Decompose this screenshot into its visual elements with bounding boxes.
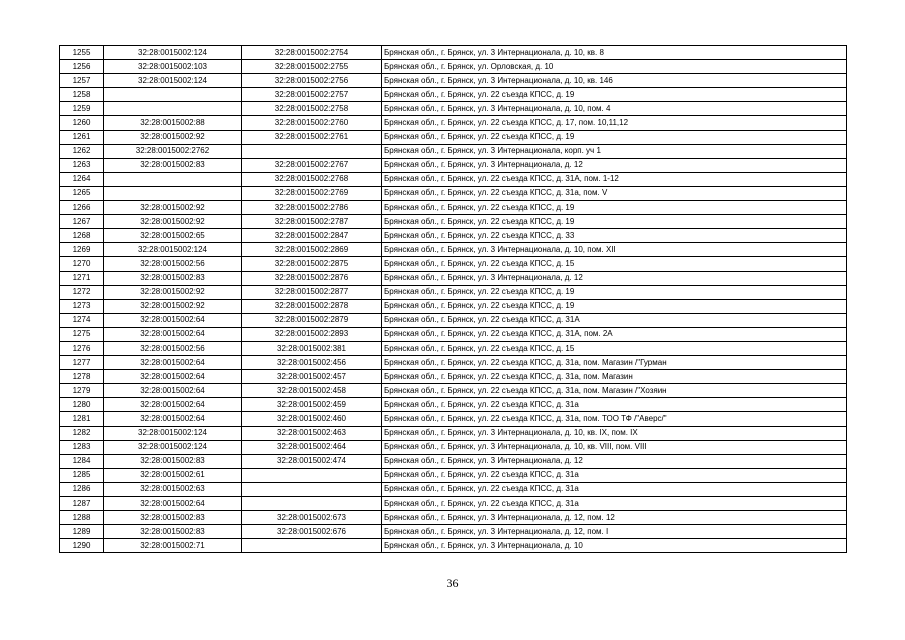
cadastral-number-cell: 32:28:0015002:83 [104, 525, 242, 539]
table-row [60, 46, 847, 60]
table-row [60, 440, 847, 454]
row-number-cell: 1285 [60, 468, 104, 482]
table-row [60, 313, 847, 327]
object-cadastral-number-cell [242, 144, 382, 158]
row-number-cell: 1256 [60, 60, 104, 74]
row-number-cell: 1270 [60, 257, 104, 271]
object-cadastral-number-cell [242, 482, 382, 496]
row-number-cell: 1262 [60, 144, 104, 158]
table-row [60, 271, 847, 285]
row-number-cell: 1273 [60, 299, 104, 313]
table-row [60, 243, 847, 257]
cadastral-number-cell: 32:28:0015002:64 [104, 370, 242, 384]
row-number-cell: 1260 [60, 116, 104, 130]
address-cell: Брянская обл., г. Брянск, ул. 22 съезда КПСС, д. 31а [382, 497, 847, 511]
row-number-cell: 1275 [60, 327, 104, 341]
address-cell: Брянская обл., г. Брянск, ул. 22 съезда КПСС, д. 31А [382, 313, 847, 327]
table-row [60, 525, 847, 539]
address-cell: Брянская обл., г. Брянск, ул. 3 Интернационала, д. 10, пом. XII [382, 243, 847, 257]
row-number-cell: 1282 [60, 426, 104, 440]
cadastral-number-cell: 32:28:0015002:83 [104, 271, 242, 285]
table-row [60, 116, 847, 130]
table-row [60, 257, 847, 271]
address-cell: Брянская обл., г. Брянск, ул. 3 Интернационала, корп. уч 1 [382, 144, 847, 158]
row-number-cell: 1272 [60, 285, 104, 299]
address-cell: Брянская обл., г. Брянск, ул. 3 Интернационала, д. 12 [382, 271, 847, 285]
object-cadastral-number-cell: 32:28:0015002:673 [242, 511, 382, 525]
row-number-cell: 1274 [60, 313, 104, 327]
object-cadastral-number-cell: 32:28:0015002:456 [242, 356, 382, 370]
object-cadastral-number-cell [242, 539, 382, 553]
page-number: 36 [446, 576, 459, 590]
table-row [60, 426, 847, 440]
row-number-cell: 1255 [60, 46, 104, 60]
row-number-cell: 1286 [60, 482, 104, 496]
row-number-cell: 1257 [60, 74, 104, 88]
address-cell: Брянская обл., г. Брянск, ул. 22 съезда КПСС, д. 19 [382, 130, 847, 144]
row-number-cell: 1271 [60, 271, 104, 285]
object-cadastral-number-cell: 32:28:0015002:2875 [242, 257, 382, 271]
address-cell: Брянская обл., г. Брянск, ул. 22 съезда КПСС, д. 19 [382, 88, 847, 102]
cadastral-number-cell: 32:28:0015002:83 [104, 454, 242, 468]
address-cell: Брянская обл., г. Брянск, ул. 22 съезда КПСС, д. 31А, пом. 1-12 [382, 172, 847, 186]
address-cell: Брянская обл., г. Брянск, ул. 22 съезда КПСС, д. 19 [382, 201, 847, 215]
address-cell: Брянская обл., г. Брянск, ул. 22 съезда КПСС, д. 19 [382, 215, 847, 229]
object-cadastral-number-cell: 32:28:0015002:460 [242, 412, 382, 426]
table-row [60, 102, 847, 116]
row-number-cell: 1281 [60, 412, 104, 426]
address-cell: Брянская обл., г. Брянск, ул. 3 Интернационала, д. 12, пом. I [382, 525, 847, 539]
object-cadastral-number-cell: 32:28:0015002:2878 [242, 299, 382, 313]
object-cadastral-number-cell: 32:28:0015002:381 [242, 341, 382, 355]
cadastral-number-cell [104, 186, 242, 200]
object-cadastral-number-cell: 32:28:0015002:459 [242, 398, 382, 412]
table-row [60, 356, 847, 370]
cadastral-number-cell: 32:28:0015002:92 [104, 130, 242, 144]
object-cadastral-number-cell: 32:28:0015002:457 [242, 370, 382, 384]
address-cell: Брянская обл., г. Брянск, ул. 22 съезда КПСС, д. 31а, пом. Магазин /"Хозяин [382, 384, 847, 398]
row-number-cell: 1269 [60, 243, 104, 257]
object-cadastral-number-cell: 32:28:0015002:463 [242, 426, 382, 440]
cadastral-number-cell [104, 88, 242, 102]
object-cadastral-number-cell: 32:28:0015002:2761 [242, 130, 382, 144]
address-cell: Брянская обл., г. Брянск, ул. 22 съезда КПСС, д. 31а, пом. Магазин [382, 370, 847, 384]
row-number-cell: 1267 [60, 215, 104, 229]
cadastral-number-cell: 32:28:0015002:64 [104, 313, 242, 327]
address-cell: Брянская обл., г. Брянск, ул. 3 Интернационала, д. 10, кв. 8 [382, 46, 847, 60]
cadastral-number-cell: 32:28:0015002:56 [104, 257, 242, 271]
table-row [60, 327, 847, 341]
address-cell: Брянская обл., г. Брянск, ул. 22 съезда КПСС, д. 31а, пом. ТОО ТФ /"Аверс/" [382, 412, 847, 426]
table-row [60, 299, 847, 313]
address-cell: Брянская обл., г. Брянск, ул. Орловская, д. 10 [382, 60, 847, 74]
cadastral-number-cell: 32:28:0015002:64 [104, 412, 242, 426]
table-row [60, 144, 847, 158]
table-row [60, 229, 847, 243]
row-number-cell: 1284 [60, 454, 104, 468]
object-cadastral-number-cell: 32:28:0015002:676 [242, 525, 382, 539]
object-cadastral-number-cell: 32:28:0015002:2786 [242, 201, 382, 215]
row-number-cell: 1268 [60, 229, 104, 243]
address-cell: Брянская обл., г. Брянск, ул. 22 съезда КПСС, д. 31а [382, 398, 847, 412]
table-row [60, 497, 847, 511]
address-cell: Брянская обл., г. Брянск, ул. 22 съезда КПСС, д. 31а, пом. V [382, 186, 847, 200]
cadastral-number-cell: 32:28:0015002:124 [104, 426, 242, 440]
row-number-cell: 1277 [60, 356, 104, 370]
address-cell: Брянская обл., г. Брянск, ул. 22 съезда КПСС, д. 31а [382, 482, 847, 496]
row-number-cell: 1280 [60, 398, 104, 412]
address-cell: Брянская обл., г. Брянск, ул. 3 Интернационала, д. 10, кв. VIII, пом. VIII [382, 440, 847, 454]
row-number-cell: 1259 [60, 102, 104, 116]
row-number-cell: 1276 [60, 341, 104, 355]
cadastral-number-cell: 32:28:0015002:71 [104, 539, 242, 553]
table-row [60, 482, 847, 496]
object-cadastral-number-cell: 32:28:0015002:464 [242, 440, 382, 454]
address-cell: Брянская обл., г. Брянск, ул. 22 съезда КПСС, д. 17, пом. 10,11,12 [382, 116, 847, 130]
table-row [60, 468, 847, 482]
table-row [60, 370, 847, 384]
cadastral-number-cell: 32:28:0015002:92 [104, 215, 242, 229]
table-row [60, 201, 847, 215]
table-row [60, 539, 847, 553]
address-cell: Брянская обл., г. Брянск, ул. 3 Интернационала, д. 12 [382, 158, 847, 172]
address-cell: Брянская обл., г. Брянск, ул. 22 съезда КПСС, д. 33 [382, 229, 847, 243]
object-cadastral-number-cell: 32:28:0015002:2758 [242, 102, 382, 116]
object-cadastral-number-cell: 32:28:0015002:2757 [242, 88, 382, 102]
address-cell: Брянская обл., г. Брянск, ул. 3 Интернационала, д. 12, пом. 12 [382, 511, 847, 525]
cadastral-number-cell: 32:28:0015002:92 [104, 201, 242, 215]
row-number-cell: 1287 [60, 497, 104, 511]
row-number-cell: 1283 [60, 440, 104, 454]
address-cell: Брянская обл., г. Брянск, ул. 22 съезда КПСС, д. 19 [382, 285, 847, 299]
table-row [60, 384, 847, 398]
table-row [60, 88, 847, 102]
cadastral-number-cell: 32:28:0015002:64 [104, 384, 242, 398]
row-number-cell: 1263 [60, 158, 104, 172]
table-row [60, 398, 847, 412]
cadastral-number-cell: 32:28:0015002:64 [104, 497, 242, 511]
table-row [60, 412, 847, 426]
cadastral-number-cell: 32:28:0015002:124 [104, 46, 242, 60]
registry-table [59, 45, 847, 553]
object-cadastral-number-cell [242, 468, 382, 482]
table-row [60, 215, 847, 229]
table-row [60, 74, 847, 88]
cadastral-number-cell: 32:28:0015002:124 [104, 440, 242, 454]
cadastral-number-cell: 32:28:0015002:103 [104, 60, 242, 74]
object-cadastral-number-cell: 32:28:0015002:2847 [242, 229, 382, 243]
cadastral-number-cell: 32:28:0015002:56 [104, 341, 242, 355]
cadastral-number-cell: 32:28:0015002:64 [104, 398, 242, 412]
table-row [60, 130, 847, 144]
address-cell: Брянская обл., г. Брянск, ул. 22 съезда КПСС, д. 15 [382, 341, 847, 355]
row-number-cell: 1289 [60, 525, 104, 539]
row-number-cell: 1264 [60, 172, 104, 186]
object-cadastral-number-cell: 32:28:0015002:2756 [242, 74, 382, 88]
table-row [60, 285, 847, 299]
object-cadastral-number-cell: 32:28:0015002:458 [242, 384, 382, 398]
object-cadastral-number-cell: 32:28:0015002:2876 [242, 271, 382, 285]
cadastral-number-cell: 32:28:0015002:92 [104, 299, 242, 313]
table-row [60, 454, 847, 468]
row-number-cell: 1290 [60, 539, 104, 553]
address-cell: Брянская обл., г. Брянск, ул. 3 Интернационала, д. 10, пом. 4 [382, 102, 847, 116]
table-row [60, 341, 847, 355]
cadastral-number-cell: 32:28:0015002:92 [104, 285, 242, 299]
object-cadastral-number-cell: 32:28:0015002:2893 [242, 327, 382, 341]
object-cadastral-number-cell [242, 497, 382, 511]
row-number-cell: 1288 [60, 511, 104, 525]
cadastral-number-cell: 32:28:0015002:124 [104, 74, 242, 88]
row-number-cell: 1278 [60, 370, 104, 384]
row-number-cell: 1258 [60, 88, 104, 102]
address-cell: Брянская обл., г. Брянск, ул. 3 Интернационала, д. 10, кв. IX, пом. IX [382, 426, 847, 440]
cadastral-number-cell: 32:28:0015002:64 [104, 356, 242, 370]
cadastral-number-cell [104, 172, 242, 186]
object-cadastral-number-cell: 32:28:0015002:474 [242, 454, 382, 468]
cadastral-number-cell: 32:28:0015002:63 [104, 482, 242, 496]
address-cell: Брянская обл., г. Брянск, ул. 22 съезда КПСС, д. 19 [382, 299, 847, 313]
cadastral-number-cell: 32:28:0015002:83 [104, 158, 242, 172]
row-number-cell: 1261 [60, 130, 104, 144]
object-cadastral-number-cell: 32:28:0015002:2769 [242, 186, 382, 200]
address-cell: Брянская обл., г. Брянск, ул. 3 Интернационала, д. 12 [382, 454, 847, 468]
table-row [60, 158, 847, 172]
row-number-cell: 1265 [60, 186, 104, 200]
object-cadastral-number-cell: 32:28:0015002:2787 [242, 215, 382, 229]
address-cell: Брянская обл., г. Брянск, ул. 22 съезда КПСС, д. 15 [382, 257, 847, 271]
address-cell: Брянская обл., г. Брянск, ул. 22 съезда КПСС, д. 31а, пом. Магазин /"Гурман [382, 356, 847, 370]
cadastral-number-cell: 32:28:0015002:65 [104, 229, 242, 243]
object-cadastral-number-cell: 32:28:0015002:2877 [242, 285, 382, 299]
address-cell: Брянская обл., г. Брянск, ул. 3 Интернационала, д. 10 [382, 539, 847, 553]
registry-table-body [60, 46, 847, 553]
object-cadastral-number-cell: 32:28:0015002:2879 [242, 313, 382, 327]
address-cell: Брянская обл., г. Брянск, ул. 22 съезда КПСС, д. 31а [382, 468, 847, 482]
object-cadastral-number-cell: 32:28:0015002:2755 [242, 60, 382, 74]
table-row [60, 186, 847, 200]
address-cell: Брянская обл., г. Брянск, ул. 3 Интернационала, д. 10, кв. 146 [382, 74, 847, 88]
cadastral-number-cell: 32:28:0015002:2762 [104, 144, 242, 158]
object-cadastral-number-cell: 32:28:0015002:2760 [242, 116, 382, 130]
object-cadastral-number-cell: 32:28:0015002:2767 [242, 158, 382, 172]
object-cadastral-number-cell: 32:28:0015002:2869 [242, 243, 382, 257]
table-row [60, 511, 847, 525]
table-row [60, 60, 847, 74]
cadastral-number-cell: 32:28:0015002:83 [104, 511, 242, 525]
address-cell: Брянская обл., г. Брянск, ул. 22 съезда КПСС, д. 31А, пом. 2А [382, 327, 847, 341]
cadastral-number-cell: 32:28:0015002:124 [104, 243, 242, 257]
table-row [60, 172, 847, 186]
row-number-cell: 1266 [60, 201, 104, 215]
object-cadastral-number-cell: 32:28:0015002:2768 [242, 172, 382, 186]
cadastral-number-cell: 32:28:0015002:88 [104, 116, 242, 130]
row-number-cell: 1279 [60, 384, 104, 398]
cadastral-number-cell: 32:28:0015002:61 [104, 468, 242, 482]
cadastral-number-cell: 32:28:0015002:64 [104, 327, 242, 341]
cadastral-number-cell [104, 102, 242, 116]
object-cadastral-number-cell: 32:28:0015002:2754 [242, 46, 382, 60]
